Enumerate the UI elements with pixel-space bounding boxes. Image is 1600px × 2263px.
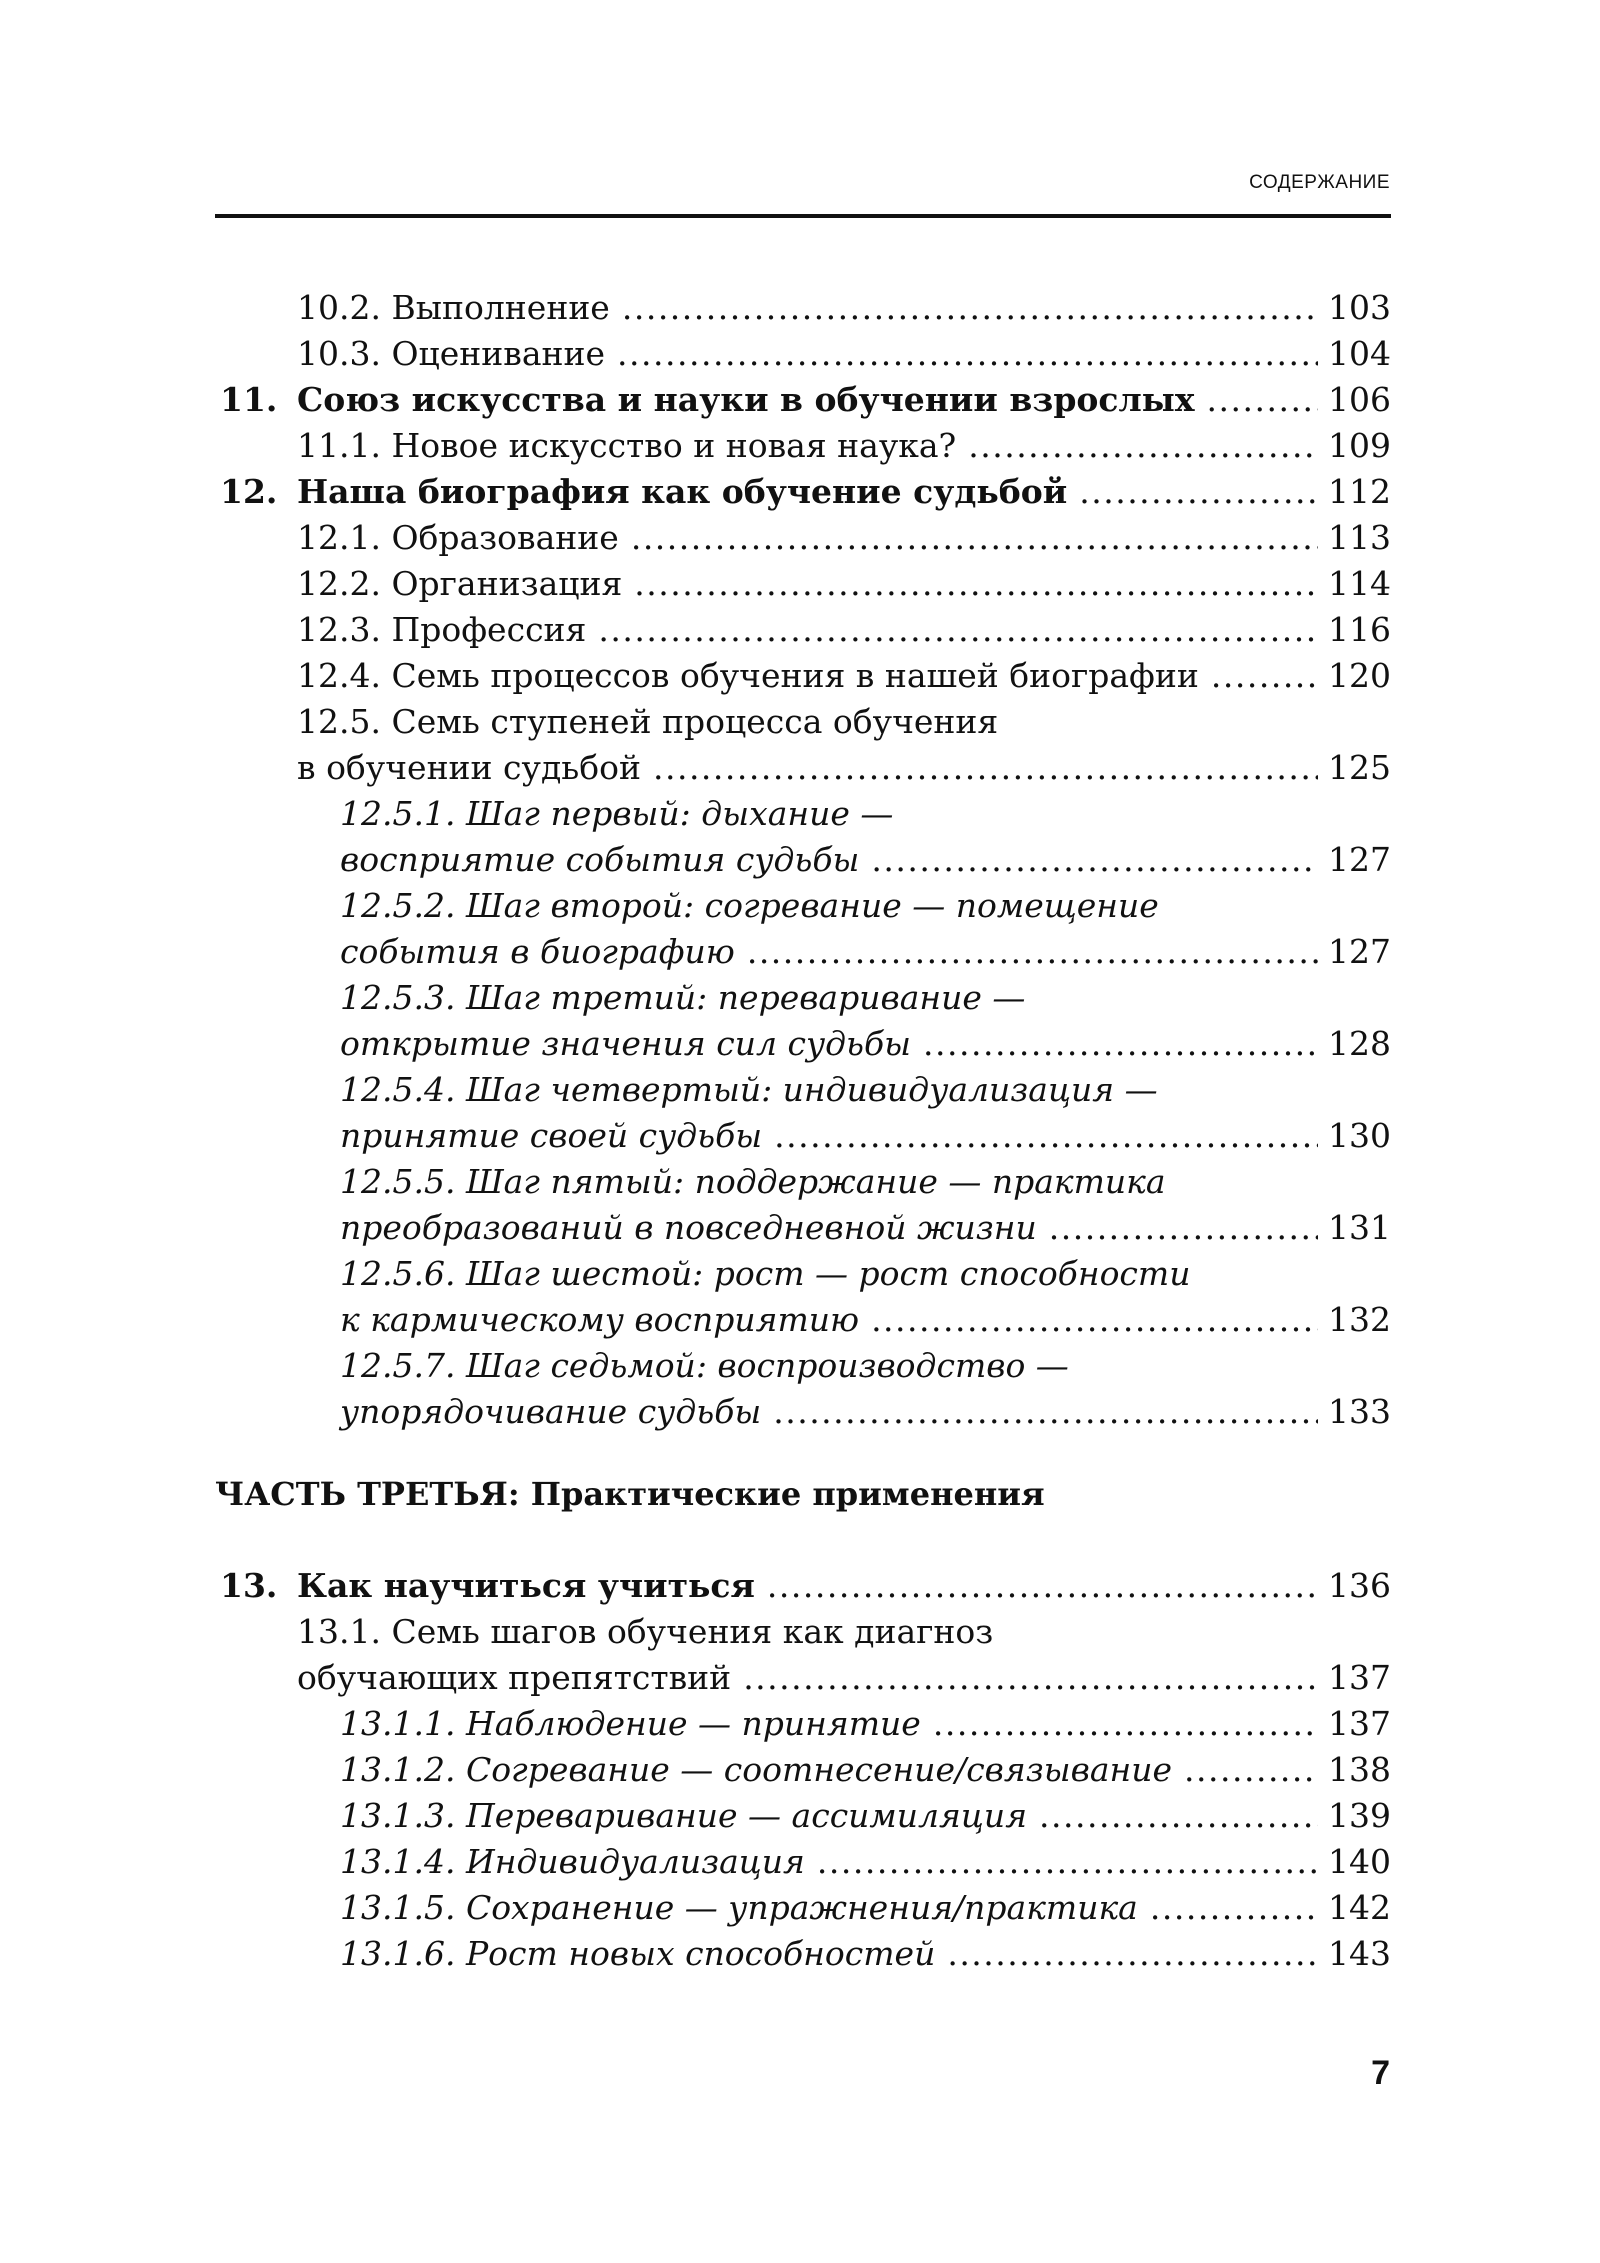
toc-entry-title: упорядочивание судьбы [340, 1392, 762, 1431]
toc-entry-title: Наша биография как обучение судьбой [297, 472, 1068, 511]
dot-leader [653, 746, 1318, 790]
toc-entry-12-5-line-2[interactable] [297, 746, 1391, 790]
dot-leader [1211, 654, 1318, 698]
toc-page-number: 132 [1328, 1300, 1391, 1339]
toc-entry-title: открытие значения сил судьбы [340, 1024, 911, 1063]
toc-entry-12-1[interactable] [297, 516, 1391, 560]
toc-entry-13-1-5[interactable] [340, 1886, 1391, 1930]
page-number: 7 [1371, 2054, 1390, 2092]
dot-leader [743, 1656, 1318, 1700]
toc-entry-12-5-4-line-2[interactable] [340, 1114, 1391, 1158]
toc-entry-13-1-line-2[interactable] [297, 1656, 1391, 1700]
toc-entry-12-5-3-line-1[interactable] [340, 976, 1391, 1020]
dot-leader [767, 1564, 1318, 1608]
toc-entry-title: Союз искусства и науки в обучении взрослых [297, 380, 1195, 419]
toc-entry-12-4[interactable] [297, 654, 1391, 698]
toc-entry-12-5-4-line-1[interactable] [340, 1068, 1391, 1112]
dot-leader [1039, 1794, 1318, 1838]
toc-page-number: 139 [1328, 1796, 1391, 1835]
toc-chapter-12[interactable] [220, 470, 1391, 514]
toc-entry-title: 12.5.2. Шаг второй: согревание — помещение [340, 886, 1159, 925]
toc-entry-title: 12.5.3. Шаг третий: переваривание — [340, 978, 1026, 1017]
toc-entry-12-5-1-line-1[interactable] [340, 792, 1391, 836]
toc-entry-title: 13.1.5. Сохранение — упражнения/практика [340, 1888, 1138, 1927]
toc-entry-title: 12.2. Организация [297, 564, 623, 603]
toc-entry-title: 12.5.7. Шаг седьмой: воспроизводство — [340, 1346, 1069, 1385]
dot-leader [871, 1298, 1318, 1342]
toc-entry-title: 13.1. Семь шагов обучения как диагноз [297, 1612, 994, 1651]
toc-page-number: 131 [1328, 1208, 1391, 1247]
toc-page-number: 103 [1328, 288, 1391, 327]
toc-page-number: 143 [1328, 1934, 1391, 1973]
dot-leader [1207, 378, 1318, 422]
toc-entry-12-5-7-line-2[interactable] [340, 1390, 1391, 1434]
toc-entry-13-1-2[interactable] [340, 1748, 1391, 1792]
toc-entry-12-5-2-line-2[interactable] [340, 930, 1391, 974]
toc-entry-title: 12.5.4. Шаг четвертый: индивидуализация — [340, 1070, 1158, 1109]
toc-entry-title: 12.5.5. Шаг пятый: поддержание — практика [340, 1162, 1166, 1201]
toc-entry-13-1-1[interactable] [340, 1702, 1391, 1746]
toc-chapter-number: 11. [220, 380, 278, 419]
toc-page-number: 104 [1328, 334, 1391, 373]
toc-entry-13-1-3[interactable] [340, 1794, 1391, 1838]
toc-page-number: 127 [1328, 932, 1391, 971]
toc-entry-12-5-1-line-2[interactable] [340, 838, 1391, 882]
toc-entry-title: 13.1.4. Индивидуализация [340, 1842, 805, 1881]
toc-entry-13-1-line-1[interactable] [297, 1610, 1391, 1654]
toc-entry-12-5-2-line-1[interactable] [340, 884, 1391, 928]
toc-entry-13-1-4[interactable] [340, 1840, 1391, 1884]
toc-entry-10-3[interactable] [297, 332, 1391, 376]
toc-page-number: 116 [1328, 610, 1391, 649]
toc-page-number: 113 [1328, 518, 1391, 557]
toc-entry-title: Как научиться учиться [297, 1566, 755, 1605]
toc-entry-title: события в биографию [340, 932, 735, 971]
toc-entry-12-5-6-line-2[interactable] [340, 1298, 1391, 1342]
dot-leader [923, 1022, 1318, 1066]
toc-entry-12-5-3-line-2[interactable] [340, 1022, 1391, 1066]
toc-entry-title: 12.3. Профессия [297, 610, 587, 649]
toc-chapter-number: 13. [220, 1566, 278, 1605]
running-head: СОДЕРЖАНИЕ [1249, 172, 1390, 193]
dot-leader [598, 608, 1318, 652]
toc-entry-title: 12.5.1. Шаг первый: дыхание — [340, 794, 894, 833]
toc-page-number: 138 [1328, 1750, 1391, 1789]
dot-leader [933, 1702, 1318, 1746]
toc-entry-12-2[interactable] [297, 562, 1391, 606]
toc-entry-title: 10.2. Выполнение [297, 288, 610, 327]
toc-entry-title: к кармическому восприятию [340, 1300, 860, 1339]
toc-entry-10-2[interactable] [297, 286, 1391, 330]
toc-entry-title: 12.1. Образование [297, 518, 619, 557]
toc-page-number: 128 [1328, 1024, 1391, 1063]
toc-entry-12-5-5-line-2[interactable] [340, 1206, 1391, 1250]
toc-page-number: 133 [1328, 1392, 1391, 1431]
toc-page-number: 137 [1328, 1658, 1391, 1697]
dot-leader [622, 286, 1318, 330]
toc-chapter-number: 12. [220, 472, 278, 511]
toc-entry-title: 13.1.2. Согревание — соотнесение/связывание [340, 1750, 1173, 1789]
part-three-heading [215, 1472, 1045, 1516]
toc-chapter-13[interactable] [220, 1564, 1391, 1608]
toc-page-number: 130 [1328, 1116, 1391, 1155]
toc-entry-title: 13.1.1. Наблюдение — принятие [340, 1704, 921, 1743]
dot-leader [747, 930, 1318, 974]
toc-page-number: 109 [1328, 426, 1391, 465]
toc-page-number: 142 [1328, 1888, 1391, 1927]
toc-page-number: 137 [1328, 1704, 1391, 1743]
toc-entry-12-5-line-1[interactable] [297, 700, 1391, 744]
toc-entry-12-5-7-line-1[interactable] [340, 1344, 1391, 1388]
toc-page-number: 112 [1328, 472, 1391, 511]
toc-entry-12-3[interactable] [297, 608, 1391, 652]
toc-entry-13-1-6[interactable] [340, 1932, 1391, 1976]
toc-entry-12-5-5-line-1[interactable] [340, 1160, 1391, 1204]
toc-chapter-11[interactable] [220, 378, 1391, 422]
dot-leader [1150, 1886, 1318, 1930]
toc-page-number: 114 [1328, 564, 1391, 603]
dot-leader [817, 1840, 1318, 1884]
toc-entry-title: 12.4. Семь процессов обучения в нашей биографии [297, 656, 1199, 695]
dot-leader [871, 838, 1318, 882]
toc-page-number: 125 [1328, 748, 1391, 787]
toc-entry-title: в обучении судьбой [297, 748, 641, 787]
dot-leader [1079, 470, 1318, 514]
toc-entry-title: преобразований в повседневной жизни [340, 1208, 1037, 1247]
toc-entry-title: 10.3. Оценивание [297, 334, 606, 373]
toc-page-number: 136 [1328, 1566, 1391, 1605]
toc-entry-title: принятие своей судьбы [340, 1116, 763, 1155]
part-title: Практические применения [530, 1475, 1045, 1513]
dot-leader [1049, 1206, 1318, 1250]
dot-leader [634, 562, 1318, 606]
toc-page-number: 120 [1328, 656, 1391, 695]
dot-leader [1184, 1748, 1318, 1792]
toc-entry-title: восприятие события судьбы [340, 840, 860, 879]
toc-page-number: 127 [1328, 840, 1391, 879]
dot-leader [947, 1932, 1318, 1976]
toc-entry-title: 13.1.6. Рост новых способностей [340, 1934, 936, 1973]
dot-leader [773, 1390, 1318, 1434]
toc-entry-11-1[interactable] [297, 424, 1391, 468]
dot-leader [774, 1114, 1318, 1158]
toc-entry-title: обучающих препятствий [297, 1658, 732, 1697]
dot-leader [631, 516, 1318, 560]
dot-leader [968, 424, 1318, 468]
part-label: ЧАСТЬ ТРЕТЬЯ: [215, 1475, 520, 1513]
toc-entry-title: 11.1. Новое искусство и новая наука? [297, 426, 957, 465]
toc-page-number: 106 [1328, 380, 1391, 419]
toc-entry-title: 12.5.6. Шаг шестой: рост — рост способности [340, 1254, 1191, 1293]
toc-entry-title: 12.5. Семь ступеней процесса обучения [297, 702, 999, 741]
toc-entry-title: 13.1.3. Переваривание — ассимиляция [340, 1796, 1028, 1835]
toc-entry-12-5-6-line-1[interactable] [340, 1252, 1391, 1296]
dot-leader [617, 332, 1318, 376]
toc-page-number: 140 [1328, 1842, 1391, 1881]
